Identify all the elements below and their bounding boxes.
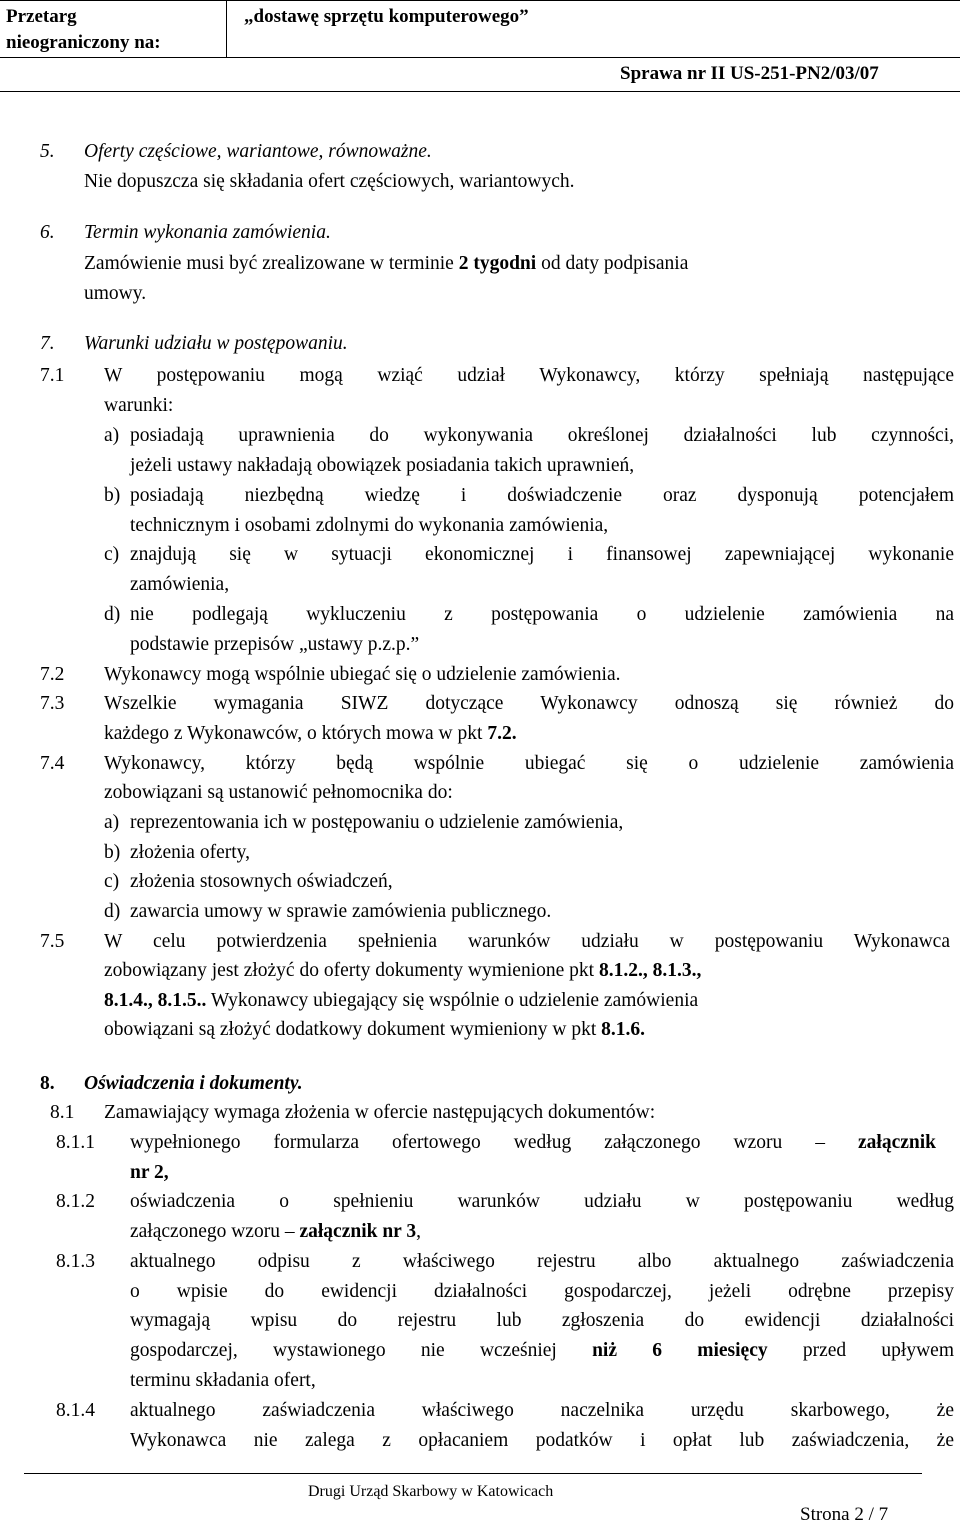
section-8-title: Oświadczenia i dokumenty. xyxy=(84,1073,303,1094)
point-8-1-2-attachment: załącznik nr 3 xyxy=(299,1221,417,1242)
point-7-4-line2: zobowiązani są ustanowić pełnomocnika do: xyxy=(104,782,453,803)
point-8-1-3-line3: wymagają wpisu do rejestru lub zgłoszenia do ewidencji działalności xyxy=(130,1310,954,1331)
page-number: Strona 2 / 7 xyxy=(800,1504,889,1525)
section-6-heading xyxy=(40,221,331,245)
point-8-1-2-comma: , xyxy=(416,1221,421,1242)
point-7-2-number: 7.2 xyxy=(40,664,65,685)
point-8-1-number: 8.1 xyxy=(50,1102,75,1123)
point-8-1-1-attachment: załącznik xyxy=(858,1132,937,1153)
point-8-1-2-line1: oświadczenia o spełnieniu warunków udziału w postępowaniu według xyxy=(130,1191,954,1212)
point-8-1-1-number: 8.1.1 xyxy=(56,1132,95,1153)
point-7-4-c-label: c) xyxy=(104,871,120,892)
point-8-1-3-line1: aktualnego odpisu z właściwego rejestru albo aktualnego zaświadczenia xyxy=(130,1251,954,1272)
item-a-label: a) xyxy=(104,425,120,446)
point-7-3-ref: 7.2. xyxy=(487,723,517,744)
section-6-text-b: od daty podpisania xyxy=(541,253,689,274)
item-b-line2: technicznym i osobami zdolnymi do wykonania zamówienia, xyxy=(130,515,609,536)
header-top-rule xyxy=(0,0,960,1)
header-subject: „dostawę sprzętu komputerowego” xyxy=(244,6,529,27)
section-7-number: 7. xyxy=(40,333,55,354)
section-7-title: Warunki udziału w postępowaniu. xyxy=(84,333,348,354)
point-7-4-d-text: zawarcia umowy w sprawie zamówienia publicznego. xyxy=(130,901,552,922)
item-c-label: c) xyxy=(104,544,120,565)
header-bottom-rule xyxy=(0,91,960,92)
point-8-1-3-line2: o wpisie do ewidencji działalności gospodarczej, jeżeli odrębne przepisy xyxy=(130,1281,954,1302)
header-middle-rule xyxy=(0,57,960,58)
section-6-text-line1 xyxy=(84,252,688,276)
point-8-1-4-line2: Wykonawca nie zalega z opłacaniem podatków i opłat lub zaświadczenia, że xyxy=(130,1430,954,1451)
item-a-line2: jeżeli ustawy nakładają obowiązek posiadania takich uprawnień, xyxy=(130,455,635,476)
point-8-1-4-line1: aktualnego zaświadczenia właściwego naczelnika urzędu skarbowego, że xyxy=(130,1400,954,1421)
point-7-3-line2-text: każdego z Wykonawców, o których mowa w pkt xyxy=(104,723,483,744)
section-5-number: 5. xyxy=(40,141,55,162)
point-7-1-line2: warunki: xyxy=(104,395,174,416)
item-d-line1: nie podlegają wykluczeniu z postępowania o udzielenie zamówienia na xyxy=(130,604,954,625)
section-8-number: 8. xyxy=(40,1073,55,1094)
point-8-1-3-period: niż 6 miesięcy xyxy=(592,1340,768,1361)
point-7-5-refs-b: 8.1.4., 8.1.5.. xyxy=(104,990,207,1011)
point-7-4-d-label: d) xyxy=(104,901,121,922)
item-d-line2: podstawie przepisów „ustawy p.z.p.” xyxy=(130,634,420,655)
section-5-text: Nie dopuszcza się składania ofert częściowych, wariantowych. xyxy=(84,171,575,192)
header-label-line2: nieograniczony na: xyxy=(6,32,161,53)
point-7-4-line1: Wykonawcy, którzy będą wspólnie ubiegać się o udzielenie zamówienia xyxy=(104,753,954,774)
point-8-1-3-text: gospodarczej, wystawionego nie wcześniej xyxy=(130,1340,557,1361)
point-8-1-3-text-end: przed upływem xyxy=(802,1340,954,1361)
point-7-5-line3 xyxy=(104,989,698,1013)
point-7-3-number: 7.3 xyxy=(40,693,65,714)
point-7-5-ref-c: 8.1.6. xyxy=(601,1019,646,1040)
point-7-4-c-text: złożenia stosownych oświadczeń, xyxy=(130,871,393,892)
point-8-1-3-number: 8.1.3 xyxy=(56,1251,95,1272)
section-6-title: Termin wykonania zamówienia. xyxy=(84,222,331,243)
point-8-1-2-line2 xyxy=(130,1220,421,1244)
point-7-5-line2-text: zobowiązany jest złożyć do oferty dokumenty wymienione pkt xyxy=(104,960,595,981)
point-7-3-line1: Wszelkie wymagania SIWZ dotyczące Wykonawcy odnoszą się również do xyxy=(104,693,954,714)
point-7-5-refs-a: 8.1.2., 8.1.3., xyxy=(598,960,702,981)
point-7-2-text: Wykonawcy mogą wspólnie ubiegać się o udzielenie zamówienia. xyxy=(104,664,621,685)
point-7-5-line4 xyxy=(104,1018,645,1042)
point-7-4-b-text: złożenia oferty, xyxy=(130,842,250,863)
point-7-5-line4-text: obowiązani są złożyć dodatkowy dokument wymieniony w pkt xyxy=(104,1019,597,1040)
point-7-5-line1: W celu potwierdzenia spełnienia warunków udziału w postępowaniu Wykonawca xyxy=(104,931,950,952)
section-6-number: 6. xyxy=(40,222,55,243)
point-7-4-a-text: reprezentowania ich w postępowaniu o udzielenie zamówienia, xyxy=(130,812,624,833)
point-7-3-line2 xyxy=(104,722,517,746)
item-d-label: d) xyxy=(104,604,121,625)
section-6-text-line2: umowy. xyxy=(84,283,147,304)
item-b-line1: posiadają niezbędną wiedzę i doświadczenie oraz dysponują potencjałem xyxy=(130,485,954,506)
header-label-line1: Przetarg xyxy=(6,6,77,27)
point-8-1-1-text: wypełnionego formularza ofertowego według załączonego wzoru – xyxy=(130,1132,826,1153)
section-5-heading xyxy=(40,140,432,164)
item-c-line1: znajdują się w sytuacji ekonomicznej i finansowej zapewniającej wykonanie xyxy=(130,544,954,565)
point-7-5-number: 7.5 xyxy=(40,931,65,952)
point-7-5-line3-text: Wykonawcy ubiegający się wspólnie o udzielenie zamówienia xyxy=(210,990,699,1011)
point-8-1-3-line4 xyxy=(130,1339,954,1363)
point-7-4-number: 7.4 xyxy=(40,753,65,774)
footer-rule xyxy=(24,1473,922,1474)
item-c-line2: zamówienia, xyxy=(130,574,230,595)
header-divider xyxy=(226,0,227,57)
document-header xyxy=(0,0,960,92)
section-5-title: Oferty częściowe, wariantowe, równoważne. xyxy=(84,141,432,162)
point-8-1-4-number: 8.1.4 xyxy=(56,1400,95,1421)
item-b-label: b) xyxy=(104,485,121,506)
footer-office: Drugi Urząd Skarbowy w Katowicach xyxy=(308,1483,554,1500)
section-6-text-a: Zamówienie musi być zrealizowane w terminie xyxy=(84,253,454,274)
point-7-4-b-label: b) xyxy=(104,842,121,863)
section-8-heading xyxy=(40,1072,303,1096)
point-8-1-2-number: 8.1.2 xyxy=(56,1191,95,1212)
point-8-1-1-line2: nr 2, xyxy=(130,1162,169,1183)
point-8-1-3-line5: terminu składania ofert, xyxy=(130,1370,316,1391)
point-8-1-2-text: załączonego wzoru – xyxy=(130,1221,295,1242)
section-7-heading xyxy=(40,332,348,356)
item-a-line1: posiadają uprawnienia do wykonywania określonej działalności lub czynności, xyxy=(130,425,954,446)
point-7-4-a-label: a) xyxy=(104,812,120,833)
point-7-1-line1: W postępowaniu mogą wziąć udział Wykonawcy, którzy spełniają następujące xyxy=(104,365,954,386)
point-7-1-number: 7.1 xyxy=(40,365,65,386)
point-8-1-1-line1 xyxy=(130,1131,936,1155)
point-7-5-line2 xyxy=(104,959,701,983)
section-6-deadline: 2 tygodni xyxy=(458,253,537,274)
case-number: Sprawa nr II US-251-PN2/03/07 xyxy=(620,63,879,84)
point-8-1-text: Zamawiający wymaga złożenia w ofercie następujących dokumentów: xyxy=(104,1102,656,1123)
